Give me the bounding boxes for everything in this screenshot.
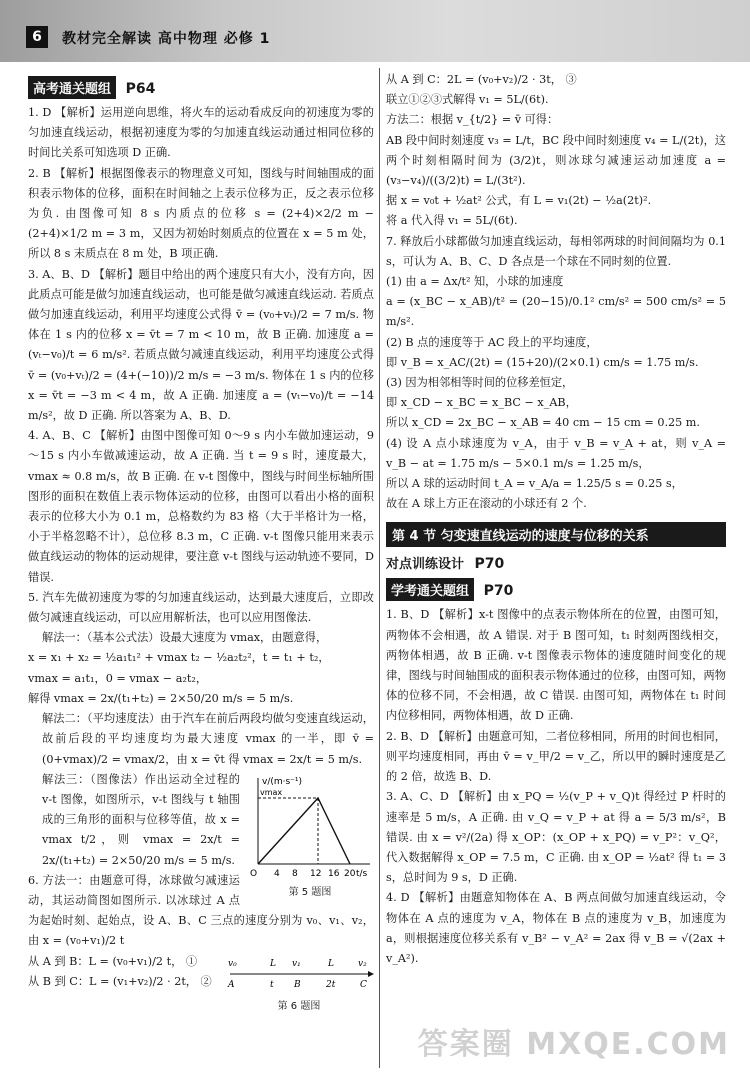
answer-5-method3: 解法三：（图像法）作出运动全过程的 v-t 图像，如图所示，v-t 图线与 t 轴围成的三角形的面积与位移等值，故 x = vmax t/2，则 vmax = 2x/t = 2x/(t₁+t₂) = 2×50/20 m/s = 5 m/s. xyxy=(42,772,240,867)
answer-3: 3. A、B、D 【解析】题目中给出的两个速度只有大小，没有方向，因此质点可能是做匀加速直线运动，也可能是做匀减速直线运动. 若质点做匀加速直线运动，利用平均速度公式得 v̄ = (v₀+vₜ)/2 = 7 m/s. 物体在 1 s 内的位移 x = v̄t = 7 m < 10 m，故 B 正确. 加速度 a = (vₜ−v₀)/t = 6 m/s². 若质点做匀减速直线运动，利用平均速度公式得 v̄ = (v₀+vₜ)/2 = (4+(−10))/2 m/s = −3 m/s. 物体在 1 s 内的位移 x = v̄t = −3 m < 4 m，故 A 正确. 加速度 a = (vₜ−v₀)/t = −14 m/s²，故 D 正确. 所以答案为 A、B、D. xyxy=(28,267,374,423)
question-group-tag: 高考通关题组 xyxy=(28,76,116,99)
answer-7-4-time: 所以 A 球的运动时间 t_A = v_A/a = 1.25/5 s = 0.25 s， xyxy=(386,477,683,491)
answer-6-method2-b: 据 x = v₀t + ½at² 公式，有 L = v₁(2t) − ½a(2t)². xyxy=(386,194,652,208)
answer-7-2: (2) B 点的速度等于 AC 段上的平均速度， xyxy=(386,335,598,349)
sub-title-line xyxy=(386,553,726,572)
answer-6-eq2: 从 B 到 C：L = (v₁+v₂)/2 · 2t， ② xyxy=(28,974,212,988)
answer-b3: 3. A、C、D 【解析】由 x_PQ = ½(v_P + v_Q)t 得经过 P 杆时的速率是 5 m/s，A 正确. 由 v_Q = v_P + at 得 a = 5/3 m/s²，B 错误. 由 x = v²/(2a) 得 x_OP：(x_OP + x_PQ) = v_P²：v_Q²，代入数据解得 x_OP = 7.5 m，C 正确. 由 x_OP = ½at² 得 t₁ = 3 s，总时间为 9 s，D 正确. xyxy=(386,790,726,885)
answer-2: 2. B 【解析】根据图像表示的物理意义可知，图线与时间轴围成的面积表示物体的位移，面积在时间轴之上表示位移为正，反之表示位移为负. 由图像可知 8 s 内质点的位移 s = (2+4)×2/2 m − (2+4)×1/2 m = 3 m，又因为初始时刻质点的位置在 x = 5 m 处，所以 8 s 末质点在 8 m 处，B 项正确. xyxy=(28,166,374,261)
fig5-tick-1: 4 xyxy=(274,868,280,879)
answer-b1: 1. B、D 【解析】x-t 图像中的点表示物体所在的位置，由图可知，两物体不会相遇，故 A 错误. 对于 B 图可知，t₁ 时刻两图线相交，两物体相遇，故 B 正确. v-t 图像表示物体的速度随时间变化的规律，图线与时间轴围成的面积表示物体通过的位移，由图可知，两物体的位移不同，不会相遇，故 C 错误. 由图可知，两物体在 t₁ 时间内位移相同，两物体相遇，故 D 正确. xyxy=(386,608,726,723)
answer-7-3-result: 所以 x_CD = 2x_BC − x_AB = 40 cm − 15 cm = 0.25 m. xyxy=(386,416,700,430)
fig6-t: t xyxy=(270,979,274,990)
fig6-v1: v₁ xyxy=(292,958,301,969)
figure-5 xyxy=(246,772,374,898)
exam-group-tag: 学考通关题组 xyxy=(386,578,474,601)
answer-6-method2-c: 将 a 代入得 v₁ = 5L/(6t). xyxy=(386,214,518,228)
answer-7: 7. 释放后小球都做匀加速直线运动，每相邻两球的时间间隔均为 0.1 s，可认为 A、B、C、D 各点是一个球在不同时刻的位置. xyxy=(386,234,726,268)
right-column xyxy=(386,70,726,969)
column-divider xyxy=(379,68,380,1068)
watermark: 答案圈 MXQE.COM xyxy=(417,1027,730,1062)
left-tag-line xyxy=(28,76,374,99)
sub-title-page: P70 xyxy=(474,556,505,573)
fig6-B: B xyxy=(294,979,301,990)
figure-6-diagram xyxy=(224,954,374,994)
answer-7-3: (3) 因为相邻相等时间的位移差恒定， xyxy=(386,376,574,390)
answer-b4: 4. D 【解析】由题意知物体在 A、B 两点间做匀加速直线运动，令物体在 A 点的速度为 v_A，物体在 B 点的速度为 v_B，加速度为 a，则根据速度位移关系有 v_B² − v_A² = 2ax 得 v_B = √(2ax + v_A²). xyxy=(386,891,726,965)
fig6-L2: L xyxy=(328,958,334,969)
answer-5-eq1: x = x₁ + x₂ = ½a₁t₁² + vmax t₂ − ½a₂t₂²，t = t₁ + t₂， xyxy=(28,651,330,665)
question-group-page: P64 xyxy=(125,81,156,97)
fig5-vmax: vmax xyxy=(260,787,283,797)
answer-1: 1. D 【解析】运用逆向思维，将火车的运动看成反向的初速度为零的匀加速直线运动，根据初速度为零的匀加速直线运动通过相同位移的时间比关系可知选项 D 正确. xyxy=(28,106,374,160)
figure-5-graph xyxy=(246,772,374,880)
answer-7-3-eq: 即 x_CD − x_BC = x_BC − x_AB， xyxy=(386,396,577,410)
page-number: 6 xyxy=(26,26,48,48)
answer-6-method2: 方法二：根据 v_{t/2} = v̄ 可得： xyxy=(386,113,559,127)
right-tag-line xyxy=(386,578,726,601)
left-column xyxy=(28,70,374,1014)
fig5-tick-3: 12 xyxy=(310,868,322,879)
fig5-tick-0: O xyxy=(250,868,258,879)
answer-b2: 2. B、D 【解析】由题意可知，二者位移相同，所用的时间也相同，则平均速度相同，再由 v̄ = v_甲/2 = v_乙，所以甲的瞬时速度是乙的 2 倍，故选 B、D. xyxy=(386,729,726,784)
answer-5-solve: 解得 vmax = 2x/(t₁+t₂) = 2×50/20 m/s = 5 m/s. xyxy=(28,691,294,705)
fig5-tick-5: 20 xyxy=(344,868,356,879)
answer-7-4-result: 故在 A 球上方正在滚动的小球还有 2 个. xyxy=(386,497,587,511)
answer-6-result: 联立①②③式解得 v₁ = 5L/(6t). xyxy=(386,93,549,107)
fig6-C: C xyxy=(360,979,367,990)
answer-5-eq2: vmax = a₁t₁，0 = vmax − a₂t₂， xyxy=(28,671,208,685)
fig6-v0: v₀ xyxy=(228,958,237,969)
figure-5-caption: 第 5 题图 xyxy=(288,886,332,898)
answer-6-eq3: 从 A 到 C：2L = (v₀+v₂)/2 · 3t， ③ xyxy=(386,73,577,86)
answer-6-intro: 6. 方法一：由题意可得，冰球做匀减速运动，其运动简图如图所示. 以冰球过 A 点为起始时刻、起始点，设 A、B、C 三点的速度分别为 v₀、v₁、v₂，由 x = (v₀+v₁)/2 t xyxy=(28,873,374,948)
fig6-L1: L xyxy=(270,958,276,969)
exam-group-page: P70 xyxy=(483,583,514,600)
answer-5-method1: 解法一：（基本公式法）设最大速度为 vmax，由题意得， xyxy=(42,631,328,645)
answer-7-2-eq: 即 v_B = x_AC/(2t) = (15+20)/(2×0.1) cm/s = 1.75 m/s. xyxy=(386,355,699,369)
answer-7-1: (1) 由 a = Δx/t² 知，小球的加速度 xyxy=(386,275,564,289)
vt-line xyxy=(258,798,350,864)
answer-5-intro: 5. 汽车先做初速度为零的匀加速直线运动，达到最大速度后，立即改做匀减速直线运动，可以应用解析法，也可以应用图像法. xyxy=(28,590,374,625)
fig6-v2: v₂ xyxy=(358,958,367,969)
answer-7-1-eq: a = (x_BC − x_AB)/t² = (20−15)/0.1² cm/s² = 500 cm/s² = 5 m/s². xyxy=(386,295,726,329)
fig5-tick-2: 8 xyxy=(292,868,298,879)
figure-6-caption: 第 6 题图 xyxy=(277,1000,321,1012)
fig5-ylabel: v/(m·s⁻¹) xyxy=(262,776,303,787)
sub-title: 对点训练设计 xyxy=(386,557,465,573)
answer-6-eq1: 从 A 到 B：L = (v₀+v₁)/2 t， ① xyxy=(28,954,198,968)
fig5-tick-4: 16 xyxy=(328,868,340,879)
figure-6 xyxy=(224,954,374,1012)
page-header xyxy=(0,0,750,62)
answer-6-method2-a: AB 段中间时刻速度 v₃ = L/t，BC 段中间时刻速度 v₄ = L/(2t)，这两个时刻相隔时间为 (3/2)t，则冰球匀减速运动加速度 a = (v₃−v₄)/((3/2)t) = L/(3t²). xyxy=(386,133,726,188)
fig6-A: A xyxy=(228,979,235,990)
section-title: 第 4 节 匀变速直线运动的速度与位移的关系 xyxy=(386,522,726,547)
arrow-head xyxy=(368,971,374,977)
answer-7-4: (4) 设 A 点小球速度为 v_A，由于 v_B = v_A + at，则 v_A = v_B − at = 1.75 m/s − 5×0.1 m/s = 1.25 m/s， xyxy=(386,436,726,470)
answer-4: 4. A、B、C 【解析】由图中图像可知 0～9 s 内小车做加速运动，9～15 s 内小车做减速运动，故 A 正确. 当 t = 9 s 时，速度最大，vmax ≈ 0.8 m/s，故 B 正确. 在 v-t 图像中，图线与时间坐标轴所围图形的面积在数值上表示物体运动的位移，由图可以看出小格的面积表示的位移大小为 0.1 m，总格数约为 83 格（大于半格计为一格，小于半格忽略不计），总位移 8.3 m，C 正确. v-t 图像只能用来表示做直线运动的物体的运动规律，要注意 v-t 图线与运动轨迹不要同，D 错误. xyxy=(28,429,374,584)
fig5-xlabel: t/s xyxy=(356,868,368,879)
answer-5-method2: 解法二：（平均速度法）由于汽车在前后两段均做匀变速直线运动，故前后段的平均速度均为最大速度 vmax 的一半，即 v̄ = (0+vmax)/2 = vmax/2，由 x = v̄t 得 vmax = 2x/t = 5 m/s. xyxy=(42,712,374,766)
fig6-2t: 2t xyxy=(326,979,336,990)
book-title: 教材完全解读 高中物理 必修 1 xyxy=(62,31,271,47)
